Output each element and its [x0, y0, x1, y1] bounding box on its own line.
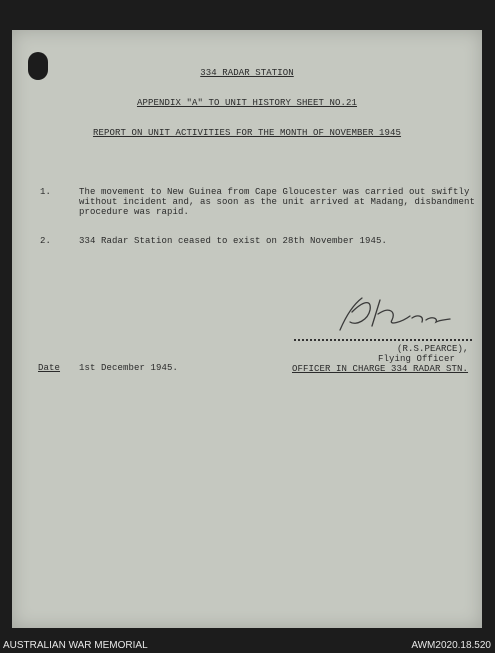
- date-label: Date: [38, 363, 61, 373]
- signature-name: (R.S.PEARCE),: [397, 344, 469, 354]
- appendix-title: APPENDIX "A" TO UNIT HISTORY SHEET NO.21: [136, 98, 358, 108]
- item-number: 1.: [40, 187, 52, 197]
- footer-institution: AUSTRALIAN WAR MEMORIAL: [3, 640, 148, 651]
- report-title: REPORT ON UNIT ACTIVITIES FOR THE MONTH OF NOVEMBER 1945: [92, 128, 402, 138]
- item-text: 334 Radar Station ceased to exist on 28th November 1945.: [79, 236, 388, 246]
- document-page: [12, 30, 482, 628]
- item-text: The movement to New Guinea from Cape Gloucester was carried out swiftly without incident and, as soon as the unit arrived at Madang, disbandment procedure was rapid.: [79, 187, 476, 217]
- signature-rank: Flying Officer: [378, 354, 456, 364]
- item-number: 2.: [40, 236, 52, 246]
- signature-role: OFFICER IN CHARGE 334 RADAR STN.: [292, 364, 469, 374]
- footer-accession-number: AWM2020.18.520: [411, 640, 491, 651]
- station-title: 334 RADAR STATION: [200, 68, 294, 78]
- date-value: 1st December 1945.: [79, 363, 179, 373]
- signature-line: [294, 339, 472, 341]
- handwritten-signature: [332, 292, 462, 338]
